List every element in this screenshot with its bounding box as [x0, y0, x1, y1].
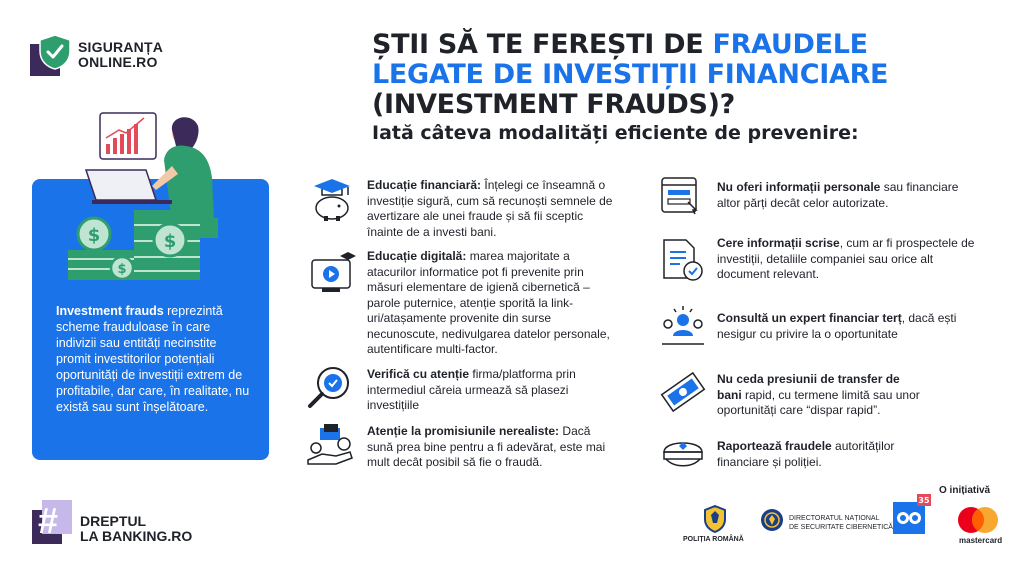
svg-text:$: $ — [87, 225, 101, 246]
page-title: ȘTII SĂ TE FEREȘTI DE FRAUDELE LEGATE DE INVESTIȚII FINANCIARE (INVESTMENT FRAUDS)? — [372, 29, 889, 120]
tip-written-info: Cere informații scrise, cum ar fi prospectele de investiții, detaliile companiei sau orice alt document relevant. — [717, 236, 975, 281]
investor-illustration — [64, 100, 244, 285]
svg-text:$: $ — [163, 231, 177, 252]
page-subtitle: Iată câteva modalități eficiente de prevenire: — [372, 122, 859, 144]
police-cap-icon — [660, 436, 706, 470]
magnifier-check-icon — [306, 364, 352, 410]
tip-no-personal-info: Nu oferi informații personale sau financiare altor părți decât celor autorizate. — [717, 180, 959, 210]
browser-form-icon — [660, 176, 700, 216]
mastercard-logo — [955, 505, 1001, 535]
digital-education-icon — [310, 250, 356, 294]
tip-no-pressure: Nu ceda presiunii de transfer de bani rapid, cu termene limită sau unor oportunități care “dispar rapid”. — [717, 372, 920, 417]
document-check-icon — [662, 238, 704, 282]
money-hand-icon — [306, 420, 356, 466]
romanian-police-crest-icon — [703, 505, 727, 533]
sigurantaonline-logo[interactable] — [30, 34, 180, 78]
banknote-clock-icon — [660, 370, 706, 414]
logo-line2: ONLINE.RO — [78, 54, 158, 70]
tip-report-fraud: Raportează fraudele autorităților financiare și poliției. — [717, 439, 895, 469]
definition-text: Investment frauds reprezintă scheme frauduloase în care indivizii sau entități necinstite promit investitorilor potențiali oportunități de investiții extrem de profitabile, dar care, în realitate, nu există sau sunt înșelătoare. — [56, 304, 250, 414]
police-label: POLIȚIA ROMÂNĂ — [683, 536, 744, 543]
association-35-logo — [893, 494, 931, 538]
tip-verify-platform: Verifică cu atenție firma/platforma prin intermediul căreia urmează să plasezi investițiile — [367, 367, 576, 412]
logo-line1: DREPTUL — [80, 513, 147, 529]
dreptullabanking-logo[interactable] — [32, 500, 202, 546]
tip-unrealistic-promises: Atenție la promisiunile nerealiste: Dacă sună prea bine pentru a fi adevărat, este mai mult decât posibil să fie o fraudă. — [367, 424, 606, 469]
dnsc-label: DIRECTORATUL NAȚIONAL DE SECURITATE CIBERNETICĂ — [789, 515, 893, 531]
tip-financial-education: Educație financiară: Înțelegi ce înseamnă o investiție sigură, cum să recunoști semnele de avertizare ale unei fraude și să fii sceptic înainte de a investi bani. — [367, 178, 613, 239]
svg-text:35: 35 — [918, 496, 930, 505]
tip-consult-expert: Consultă un expert financiar terț, dacă ești nesigur cu privire la o oportunitate — [717, 311, 957, 341]
initiative-label: O inițiativă — [939, 485, 991, 496]
shield-check-icon — [38, 34, 72, 70]
tip-digital-education: Educație digitală: marea majoritate a atacurilor informatice pot fi prevenite prin măsuri elementare de igienă cibernetică – parole puternice, atenție sporită la link-uri/atașamente provenite din surse necunoscute, nedivulgarea datelor personale, autentificare multi-factor. — [367, 249, 610, 356]
expert-consult-icon — [660, 304, 706, 348]
graduation-piggy-icon — [306, 176, 356, 222]
dnsc-emblem-icon — [760, 508, 784, 532]
logo-line2: LA BANKING.RO — [80, 528, 193, 544]
svg-text:$: $ — [117, 262, 127, 277]
mastercard-label: mastercard — [959, 536, 1003, 545]
hashtag-icon: # — [38, 500, 59, 541]
logo-line1: SIGURANȚA — [78, 39, 164, 55]
